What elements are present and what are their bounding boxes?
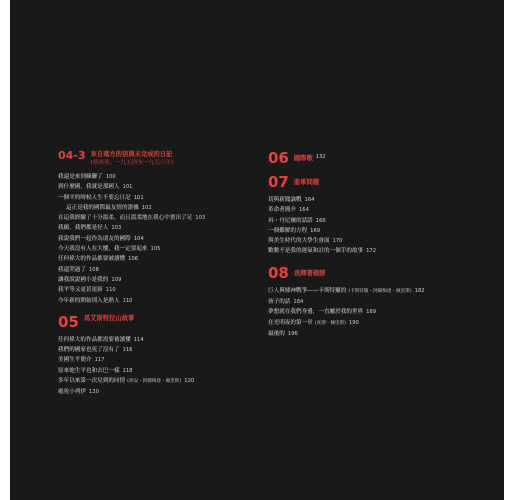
page-number: 103: [195, 215, 206, 222]
entry-note: (胡安・阿爾梅達・佩里斯): [127, 379, 182, 385]
section-title: 我揮著翅膀: [293, 269, 326, 277]
entry-title: 任何偉大的作品都需要被讀懂: [58, 336, 131, 343]
entry-title: 我願，我們都是好人: [58, 225, 109, 232]
page-number: 184: [293, 299, 304, 306]
page-number: 166: [315, 217, 326, 224]
entry-title: 今天我沒有人在大樓，我一定要起來: [58, 246, 148, 253]
page-number: 118: [122, 367, 133, 374]
entry-title: 革命者簡介: [268, 207, 296, 214]
section-subtitle: (蔡西華，一九五四至一九五六年): [90, 160, 174, 166]
page-number: 164: [304, 197, 315, 203]
page-number: 196: [287, 330, 298, 337]
section-title: 進軍問題: [293, 179, 320, 186]
toc-entry[interactable]: [58, 335, 273, 345]
section-07: [268, 174, 498, 257]
toc-entry[interactable]: [268, 297, 498, 307]
page-number: 182: [414, 287, 425, 294]
section-header: [58, 314, 273, 330]
page-number: 101: [133, 194, 144, 201]
section-title: 馬艾斯特拉山故事: [83, 314, 135, 322]
toc-entry[interactable]: [268, 205, 498, 215]
toc-entry[interactable]: [58, 254, 273, 264]
toc-entry[interactable]: [58, 265, 273, 275]
toc-entry[interactable]: [268, 216, 498, 226]
page-number: 172: [366, 248, 377, 255]
toc-entry[interactable]: [268, 195, 498, 205]
page-number: 164: [298, 207, 309, 214]
toc-entry[interactable]: [58, 285, 273, 295]
page-number: 109: [111, 276, 122, 283]
page-number: 189: [366, 309, 377, 316]
entry-title: 夢想就在我們身邊，一直屬於我的世界: [268, 309, 364, 316]
page-number: 105: [150, 246, 161, 253]
toc-entry[interactable]: [58, 366, 273, 376]
entry-title: 我還哭過了: [58, 266, 86, 273]
toc-entry[interactable]: [268, 329, 498, 339]
page-number: 132: [315, 154, 326, 160]
page-number: 100: [105, 174, 116, 180]
page-number: 169: [310, 227, 321, 234]
entry-title: 再・丹尼爾的話語: [268, 217, 313, 224]
toc-entry[interactable]: [58, 213, 273, 223]
page-number: 106: [128, 256, 139, 263]
entry-note: (卡斯特羅・阿爾梅達・佩里斯): [348, 288, 412, 294]
toc-entry[interactable]: [58, 234, 273, 244]
entry-title: 一個平的時候人生不要忘日記: [58, 194, 131, 201]
right-column: [268, 150, 498, 345]
page-number: 108: [88, 266, 99, 273]
page-number: 110: [105, 287, 116, 294]
toc-entry[interactable]: [268, 236, 498, 246]
section-header[interactable]: [268, 150, 498, 166]
toc-entry[interactable]: [268, 286, 498, 297]
toc-entry[interactable]: [58, 345, 273, 355]
entry-title: 我們的國家也死了沒有了: [58, 347, 120, 354]
toc-entry[interactable]: [58, 296, 273, 306]
toc-entry[interactable]: [268, 246, 498, 256]
page-number: 114: [133, 336, 144, 343]
toc-entry[interactable]: [58, 223, 273, 233]
toc-entry[interactable]: [58, 203, 273, 213]
section-08: [268, 265, 498, 339]
page-number: 104: [133, 235, 144, 242]
toc-list: [268, 286, 498, 339]
section-04-3: [58, 150, 273, 306]
entry-title: 美國生平簡介: [58, 357, 92, 364]
entry-title: 在光明夜的第一章: [268, 319, 313, 326]
toc-entry[interactable]: [58, 244, 273, 254]
section-header: [268, 265, 498, 281]
entry-title: 處死小列伊: [58, 389, 86, 396]
page-number: 110: [122, 297, 133, 304]
entry-title: 我還是來到蘇聯了: [58, 174, 103, 180]
page-number: 116: [122, 347, 133, 354]
toc-entry[interactable]: [58, 387, 273, 397]
entry-title: 切與新聞論戰: [268, 197, 302, 203]
page-number: 130: [88, 389, 99, 396]
toc-entry[interactable]: [58, 172, 273, 182]
section-number: 04-3: [58, 149, 86, 162]
book-page: [10, 0, 504, 500]
toc-list: [58, 335, 273, 398]
entry-title: 巨人與矮神戰爭——卡斯特羅的: [268, 287, 347, 294]
page-number: 120: [184, 378, 195, 385]
toc-entry[interactable]: [58, 182, 273, 192]
section-number: 05: [58, 312, 79, 331]
entry-title: 孩子的話: [268, 299, 291, 306]
entry-title: 任何偉大的作品都要被讀懂: [58, 256, 126, 263]
toc-entry[interactable]: [268, 307, 498, 317]
entry-title: 這正是我的國際最友情的證據: [66, 204, 139, 211]
toc-list: [268, 195, 498, 257]
section-title: 國際歌: [293, 155, 313, 162]
entry-title: 與美生時代的大學生會面: [268, 238, 330, 245]
page-number: 102: [141, 204, 152, 211]
entry-title: 今年新的開始別人是熟人: [58, 297, 120, 304]
entry-title: 一個難解的方程: [268, 227, 308, 234]
section-number: 07: [268, 173, 289, 191]
entry-title: 多年以來第一次見到的同情: [58, 378, 126, 385]
page-number: 101: [122, 184, 133, 191]
section-number: 06: [268, 149, 289, 167]
section-header: [58, 150, 273, 167]
toc-entry[interactable]: [58, 193, 273, 203]
left-column: [58, 150, 273, 404]
entry-title: 原來她生平也和去巴一樣: [58, 367, 120, 374]
section-06: [268, 150, 498, 166]
section-title: 來自遠方的信與未完成的日記: [90, 151, 173, 158]
toc-entry[interactable]: [58, 376, 273, 387]
entry-title: 在這我經驗了十分溫柔，而且溫柔地在我心中畫出了足: [58, 215, 193, 222]
toc-entry[interactable]: [58, 275, 273, 285]
page-number: 117: [94, 357, 105, 364]
entry-title: 到什麼國，我就是那國人: [58, 184, 120, 191]
toc-entry[interactable]: [268, 226, 498, 236]
page-number: 170: [332, 238, 343, 245]
toc-list: [58, 172, 273, 306]
entry-title: 讓我說說國小是我的: [58, 276, 109, 283]
entry-note: (查理・佩里斯): [314, 320, 346, 326]
entry-title: 我平等又更甚更新: [58, 287, 103, 294]
toc-entry[interactable]: [268, 318, 498, 329]
entry-title: 我說我們一起作為朋友的國際: [58, 235, 131, 242]
toc-entry[interactable]: [58, 355, 273, 365]
section-number: 08: [268, 263, 289, 282]
section-05: [58, 314, 273, 398]
page-number: 103: [111, 225, 122, 232]
entry-title: 數數不是我的運氣和計的一個手的故事: [268, 248, 364, 255]
page-number: 190: [348, 319, 359, 326]
section-header: [268, 174, 498, 190]
entry-title: 最後的: [268, 330, 285, 337]
